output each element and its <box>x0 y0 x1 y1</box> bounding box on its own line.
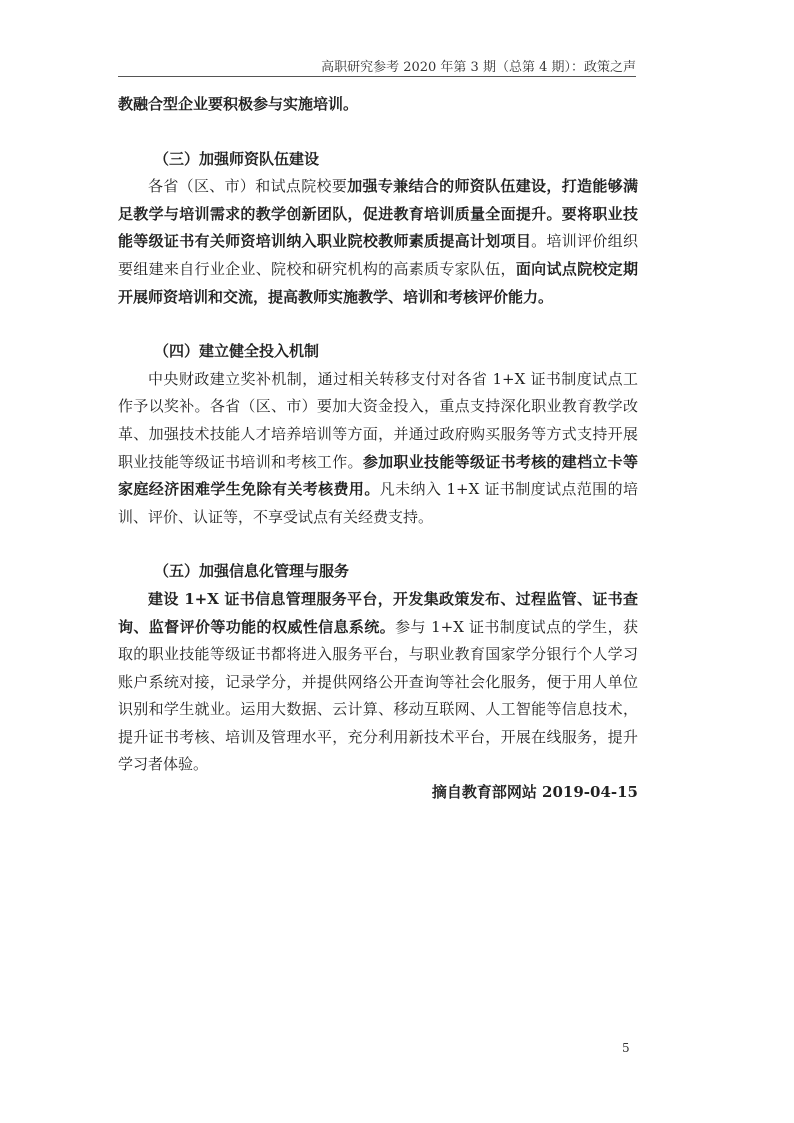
section-5-text-a: 建设 1+X 证书信息管理服务平台，开发集政策发布、过程监管、证书查询、监督评价等功能的权威性信息系统。 <box>118 589 638 636</box>
section-3-text-c: 。培训评价组织要组建来自行业企业、院校和研究机构的高素质专家队伍， <box>118 232 638 278</box>
section-4-text-b: 参加职业技能等级证书考核的建档立卡等家庭经济困难学生免除有关考核费用。 <box>118 452 638 499</box>
paragraph-gap <box>118 119 638 146</box>
paragraph-gap <box>118 311 638 338</box>
section-3-text-d: 面向试点院校定期开展师资培训和交流，提高教师实施教学、培训和考核评价能力。 <box>118 259 638 306</box>
section-3-heading: （三）加强师资队伍建设 <box>154 149 320 168</box>
document-body <box>118 91 638 807</box>
page-number: 5 <box>622 1041 630 1055</box>
running-header: 高职研究参考 2020 年第 3 期（总第 4 期）：政策之声 <box>321 60 636 75</box>
section-3-text-a: 各省（区、市）和试点院校要 <box>148 177 348 196</box>
section-4-text-a: 中央财政建立奖补机制，通过相关转移支付对各省 1+X 证书制度试点工作予以奖补。各省（区、市）要加大资金投入，重点支持深化职业教育教学改革、加强技术技能人才培养培训等方面，并通过政府购买服务等方式支持开展职业技能等级证书培训和考核工作。 <box>118 369 638 471</box>
lead-sentence: 教融合型企业要积极参与实施培训。 <box>118 95 359 113</box>
section-4-text-c: 凡未纳入 1+X 证书制度试点范围的培训、评价、认证等，不享受试点有关经费支持。 <box>118 480 638 526</box>
section-5-paragraph <box>118 586 638 779</box>
header-divider <box>118 76 636 77</box>
section-4-heading: （四）建立健全投入机制 <box>154 342 320 361</box>
source-citation: 摘自教育部网站 2019-04-15 <box>431 783 638 802</box>
section-5-text-b: 参与 1+X 证书制度试点的学生，获取的职业技能等级证书都将进入服务平台，与职业教育国家学分银行个人学习账户系统对接，记录学分，并提供网络公开查询等社会化服务，便于用人单位识别和学生就业。运用大数据、云计算、移动互联网、人工智能等信息技术，提升证书考核、培训及管理水平，充分利用新技术平台，开展在线服务，提升学习者体验。 <box>118 617 638 774</box>
section-3-text-b: 加强专兼结合的师资队伍建设，打造能够满足教学与培训需求的教学创新团队，促进教育培训质量全面提升。要将职业技能等级证书有关师资培训纳入职业院校教师素质提高计划项目 <box>118 177 638 251</box>
section-4-paragraph <box>118 366 638 532</box>
paragraph-gap <box>118 531 638 558</box>
section-3-paragraph <box>118 173 638 311</box>
section-5-heading: （五）加强信息化管理与服务 <box>154 562 350 581</box>
